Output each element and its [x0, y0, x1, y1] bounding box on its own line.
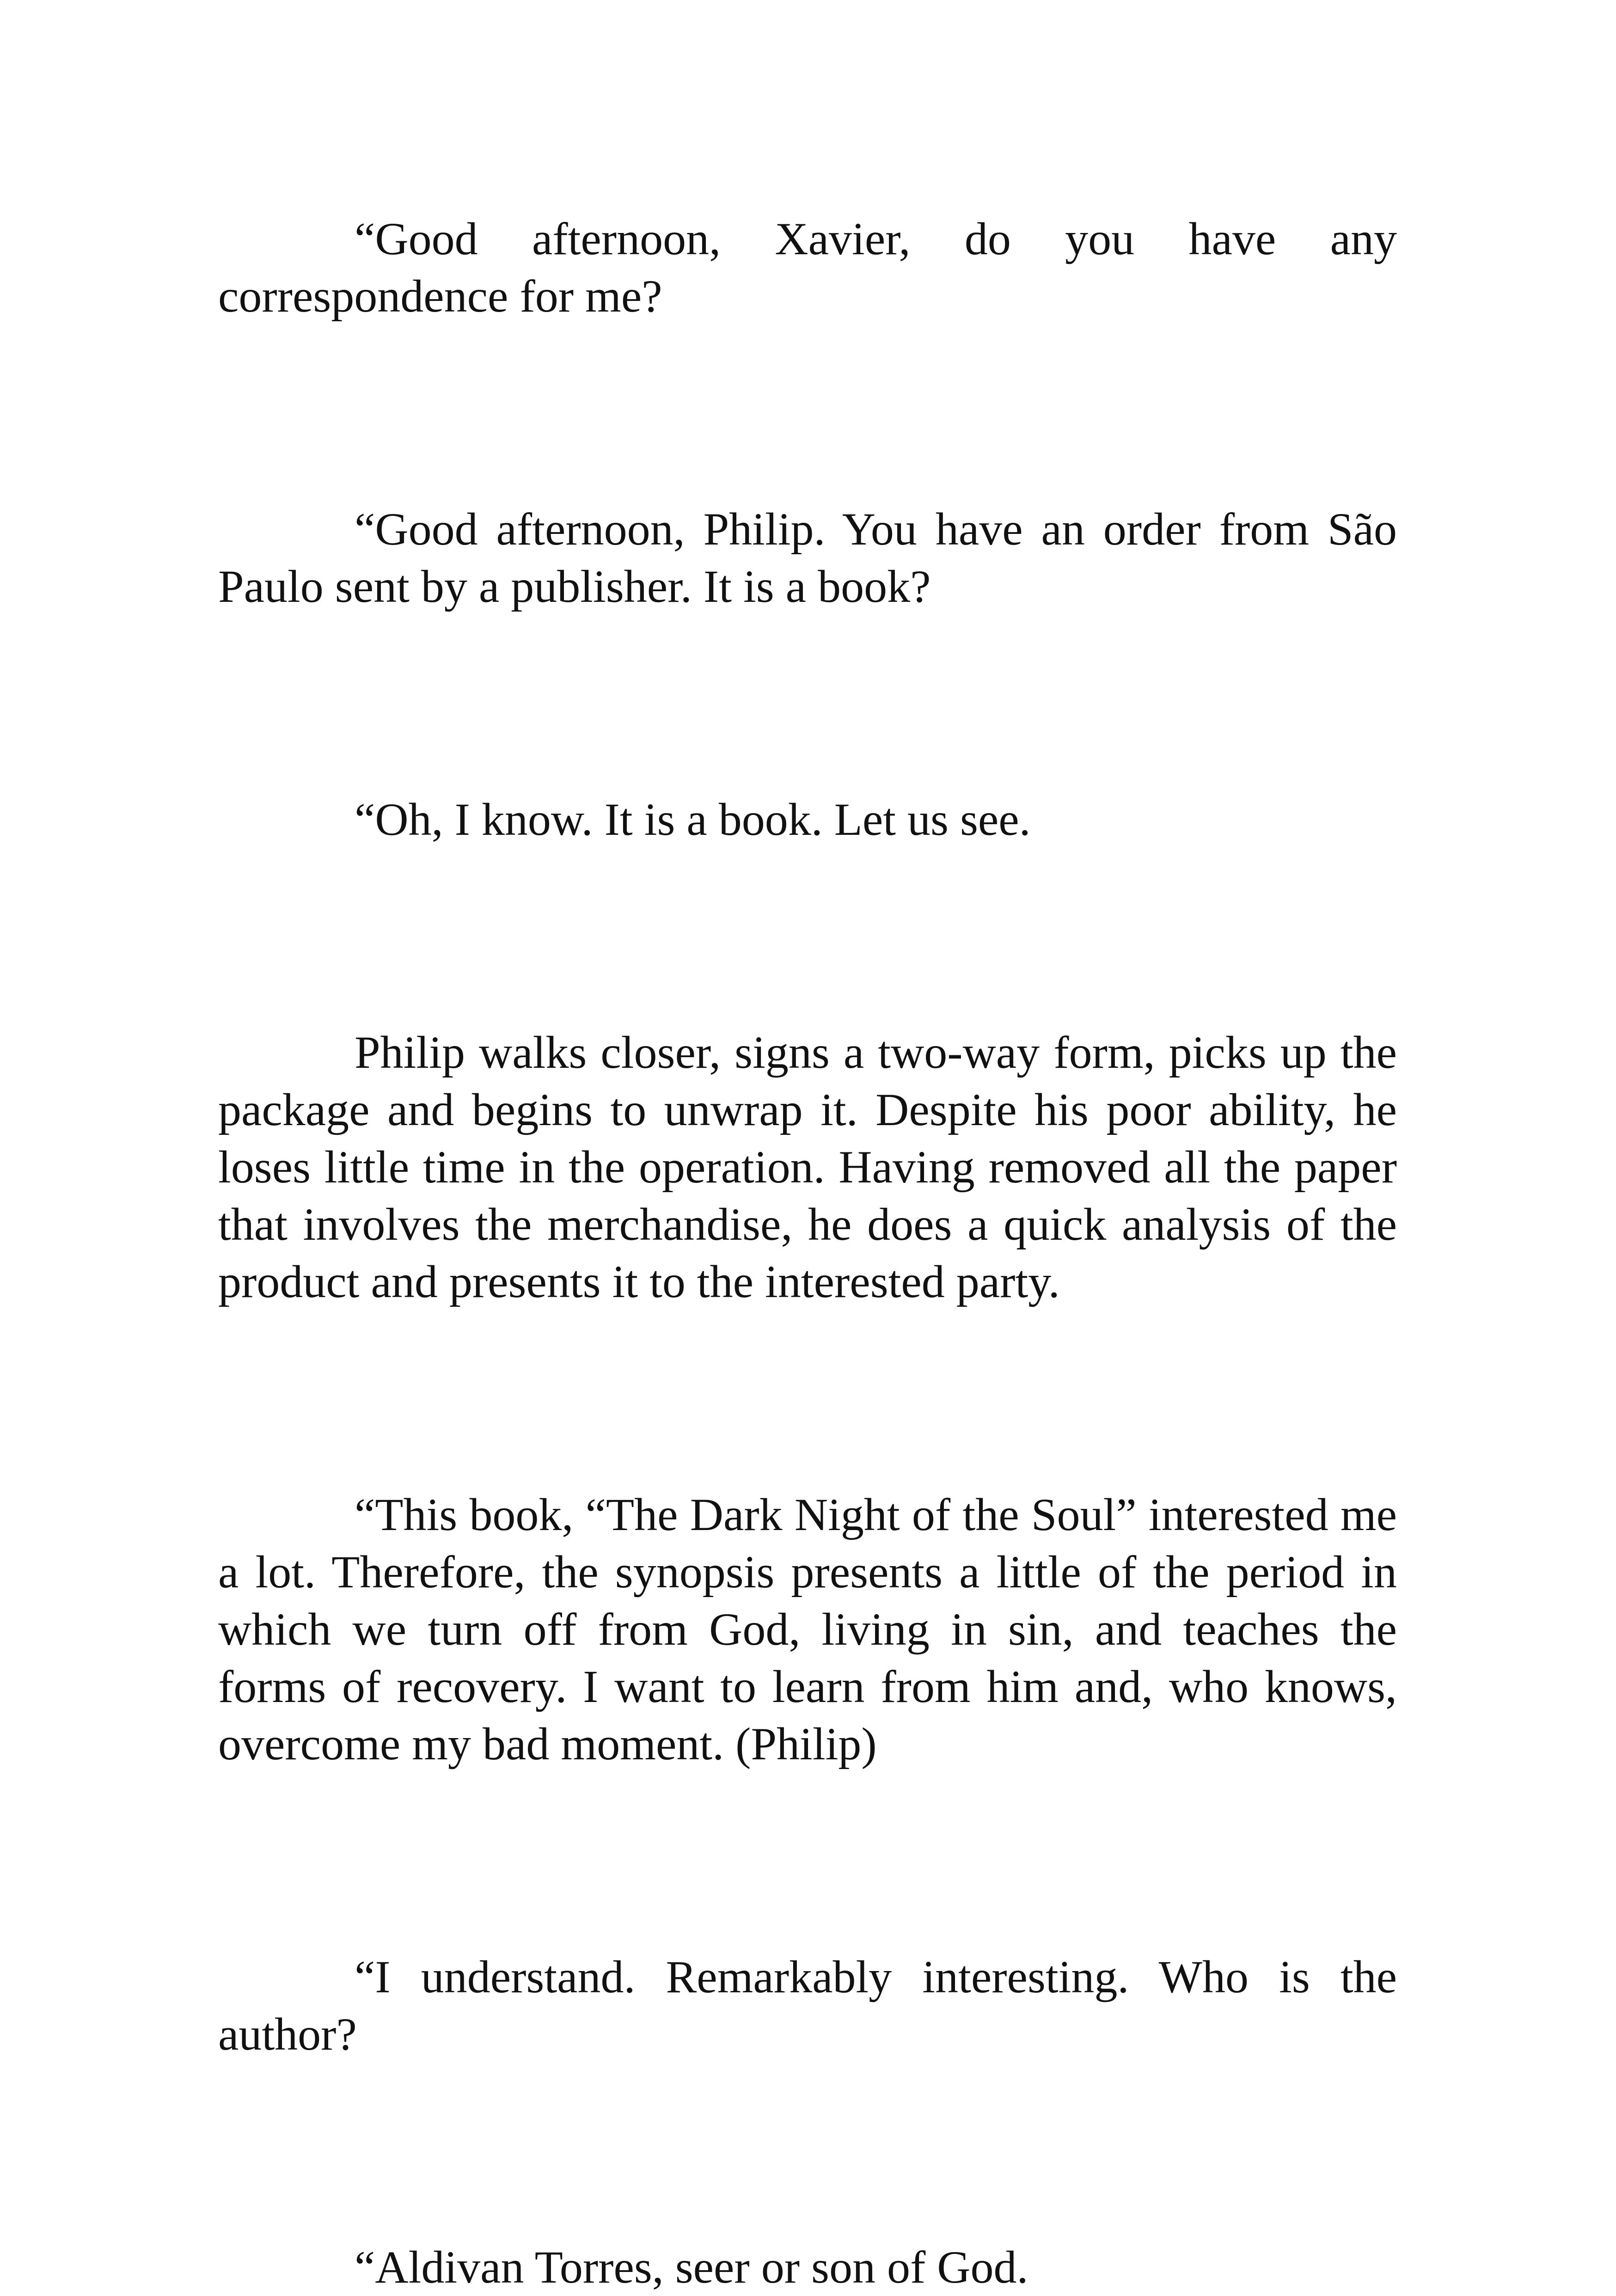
- body-text: [218, 210, 1397, 2296]
- paragraph-author-name: “Aldivan Torres, seer or son of God.: [355, 2241, 1028, 2293]
- paragraph-reply-order: “Good afternoon, Philip. You have an order from São Paulo sent by a publisher. It is a book?: [218, 503, 1397, 612]
- paragraph-greeting-xavier: “Good afternoon, Xavier, do you have any correspondence for me?: [218, 213, 1397, 322]
- paragraph-narration-unwrap: Philip walks closer, signs a two-way form, picks up the package and begins to unwrap it. Despite his poor ability, he loses little time in the operation. Having removed all the paper that involves the merchandise, he does a quick analysis of the product and presents it to the interested party.: [218, 1027, 1397, 1307]
- paragraph-book-synopsis: “This book, “The Dark Night of the Soul” interested me a lot. Therefore, the synopsis presents a little of the period in which we turn off from God, living in sin, and teaches the forms of recovery. I want to learn from him and, who knows, overcome my bad moment. (Philip): [218, 1489, 1397, 1769]
- paragraph-who-is-author: “I understand. Remarkably interesting. Who is the author?: [218, 1951, 1397, 2060]
- paragraph-it-is-a-book: “Oh, I know. It is a book. Let us see.: [355, 794, 1031, 845]
